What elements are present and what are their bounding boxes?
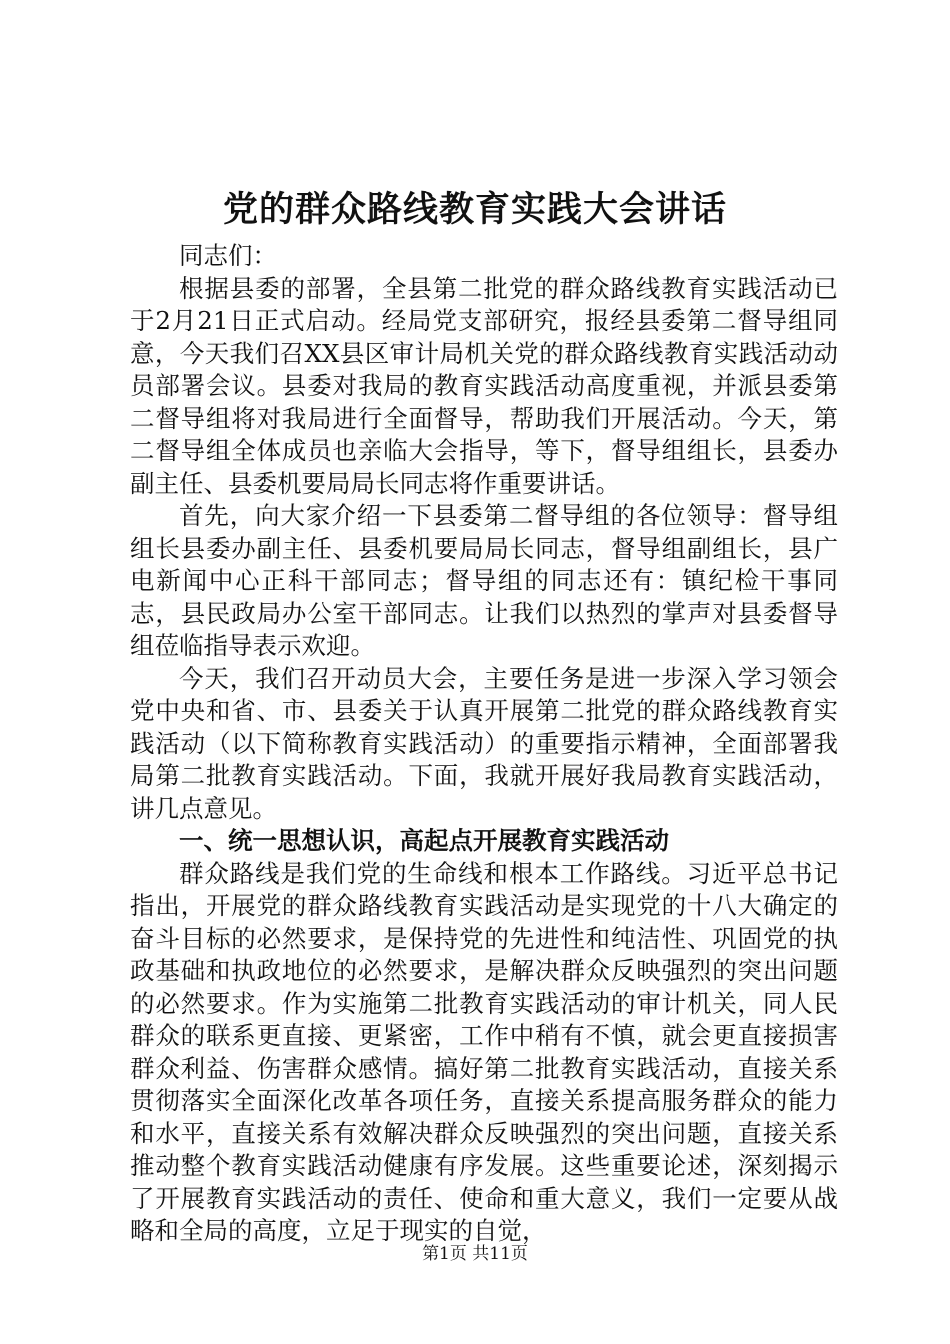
paragraph-salutation: 同志们： (179, 241, 277, 270)
paragraph-leaders: 首先，向大家介绍一下县委第二督导组的各位领导：督导组组长县委办副主任、县委机要局局长同志，督导组副组长，县广电新闻中心正科干部同志；督导组的同志还有：镇纪检干事同志，县民政局办公室干部同志。让我们以热烈的掌声对县委督导组莅临指导表示欢迎。 (130, 501, 838, 660)
section-heading-1: 一、统一思想认识，高起点开展教育实践活动 (179, 826, 669, 855)
paragraph-purpose: 今天，我们召开动员大会，主要任务是进一步深入学习领会党中央和省、市、县委关于认真开展第二批党的群众路线教育实践活动（以下简称教育实践活动）的重要指示精神，全面部署我局第二批教育实践活动。下面，我就开展好我局教育实践活动，讲几点意见。 (130, 663, 838, 823)
paragraph-introduction: 根据县委的部署，全县第二批党的群众路线教育实践活动已于2月21日正式启动。经局党支部研究，报经县委第二督导组同意，今天我们召XX县区审计局机关党的群众路线教育实践活动动员部署会议。县委对我局的教育实践活动高度重视，并派县委第二督导组将对我局进行全面督导，帮助我们开展活动。今天，第二督导组全体成员也亲临大会指导，等下，督导组组长，县委办副主任、县委机要局局长同志将作重要讲话。 (130, 273, 838, 498)
document-body (130, 240, 838, 1248)
paragraph-mass-line: 群众路线是我们党的生命线和根本工作路线。习近平总书记指出，开展党的群众路线教育实践活动是实现党的十八大确定的奋斗目标的必然要求，是保持党的先进性和纯洁性、巩固党的执政基础和执政地位的必然要求，是解决群众反映强烈的突出问题的必然要求。作为实施第二批教育实践活动的审计机关，同人民群众的联系更直接、更紧密，工作中稍有不慎，就会更直接损害群众利益、伤害群众感情。搞好第二批教育实践活动，直接关系贯彻落实全面深化改革各项任务，直接关系提高服务群众的能力和水平，直接关系有效解决群众反映强烈的突出问题，直接关系推动整个教育实践活动健康有序发展。这些重要论述，深刻揭示了开展教育实践活动的责任、使命和重大意义，我们一定要从战略和全局的高度，立足于现实的自觉， (130, 858, 838, 1245)
page-number-footer: 第1页 共11页 (422, 1244, 528, 1264)
document-title: 党的群众路线教育实践大会讲话 (222, 189, 727, 230)
